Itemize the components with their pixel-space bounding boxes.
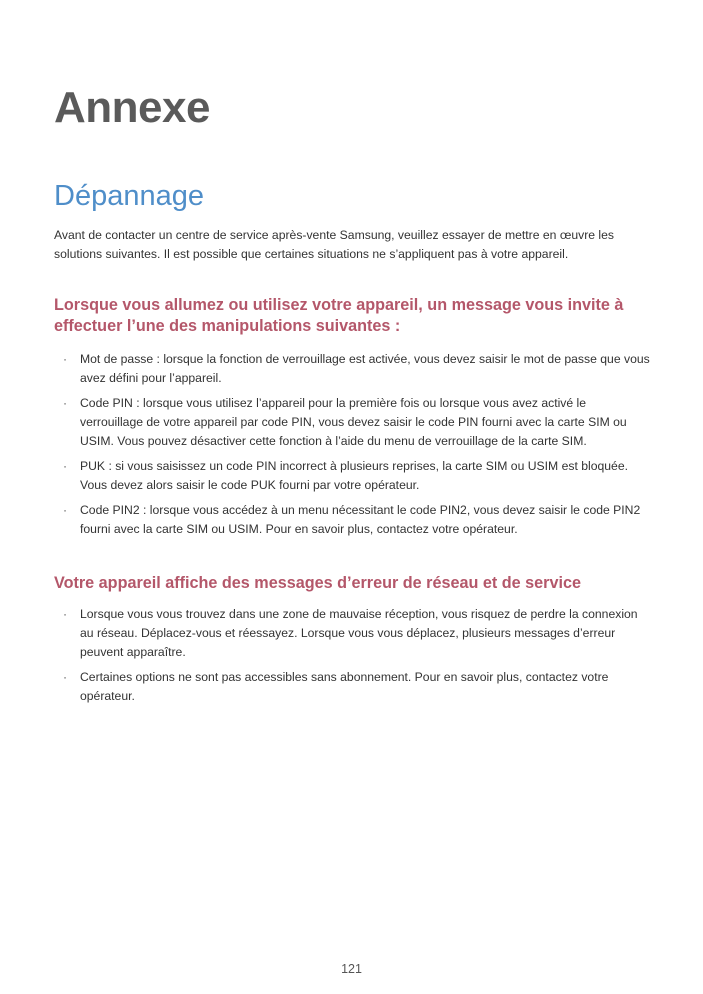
list-item-text: Lorsque vous vous trouvez dans une zone de mauvaise réception, vous risquez de perdre la connexion au réseau. Déplacez-vous et réessayez. Lorsque vous vous déplacez, plusieurs messages d’erreur peuvent apparaître. bbox=[80, 607, 638, 659]
network-errors-list bbox=[54, 605, 650, 712]
list-item-text: Mot de passe : lorsque la fonction de verrouillage est activée, vous devez saisir le mot de passe que vous avez défini pour l’appareil. bbox=[80, 352, 650, 385]
bullet-icon: · bbox=[62, 396, 68, 410]
list-item bbox=[54, 394, 650, 451]
section-title: Dépannage bbox=[54, 180, 204, 212]
list-item bbox=[54, 605, 650, 662]
list-item-text: Code PIN : lorsque vous utilisez l’appareil pour la première fois ou lorsque vous avez activé le verrouillage de votre appareil par code PIN, vous devez saisir le code PIN fourni avec la carte SIM ou USIM. Vous pouvez désactiver cette fonction à l’aide du menu de verrouillage de la carte SIM. bbox=[80, 396, 627, 448]
chapter-title: Annexe bbox=[54, 83, 210, 132]
subsection-title-network-errors: Votre appareil affiche des messages d’erreur de réseau et de service bbox=[54, 574, 581, 592]
list-item-text: Code PIN2 : lorsque vous accédez à un menu nécessitant le code PIN2, vous devez saisir le code PIN2 fourni avec la carte SIM ou USIM. Pour en savoir plus, contactez votre opérateur. bbox=[80, 503, 641, 536]
section-intro: Avant de contacter un centre de service après-vente Samsung, veuillez essayer de mettre en œuvre les solutions suivantes. Il est possible que certaines situations ne s’appliquent pas à votre appareil. bbox=[54, 228, 615, 261]
page-number: 121 bbox=[341, 962, 362, 976]
bullet-icon: · bbox=[62, 503, 68, 517]
list-item bbox=[54, 501, 650, 539]
bullet-icon: · bbox=[62, 459, 68, 473]
unlock-prompts-list bbox=[54, 350, 650, 545]
subsection-title-unlock-prompts: Lorsque vous allumez ou utilisez votre appareil, un message vous invite à effectuer l’une des manipulations suivantes : bbox=[54, 296, 624, 335]
list-item bbox=[54, 457, 650, 495]
bullet-icon: · bbox=[62, 670, 68, 684]
bullet-icon: · bbox=[62, 352, 68, 366]
list-item-text: Certaines options ne sont pas accessibles sans abonnement. Pour en savoir plus, contactez votre opérateur. bbox=[80, 670, 609, 703]
list-item bbox=[54, 350, 650, 388]
list-item-text: PUK : si vous saisissez un code PIN incorrect à plusieurs reprises, la carte SIM ou USIM est bloquée. Vous devez alors saisir le code PUK fourni par votre opérateur. bbox=[80, 459, 628, 492]
bullet-icon: · bbox=[62, 607, 68, 621]
list-item bbox=[54, 668, 650, 706]
